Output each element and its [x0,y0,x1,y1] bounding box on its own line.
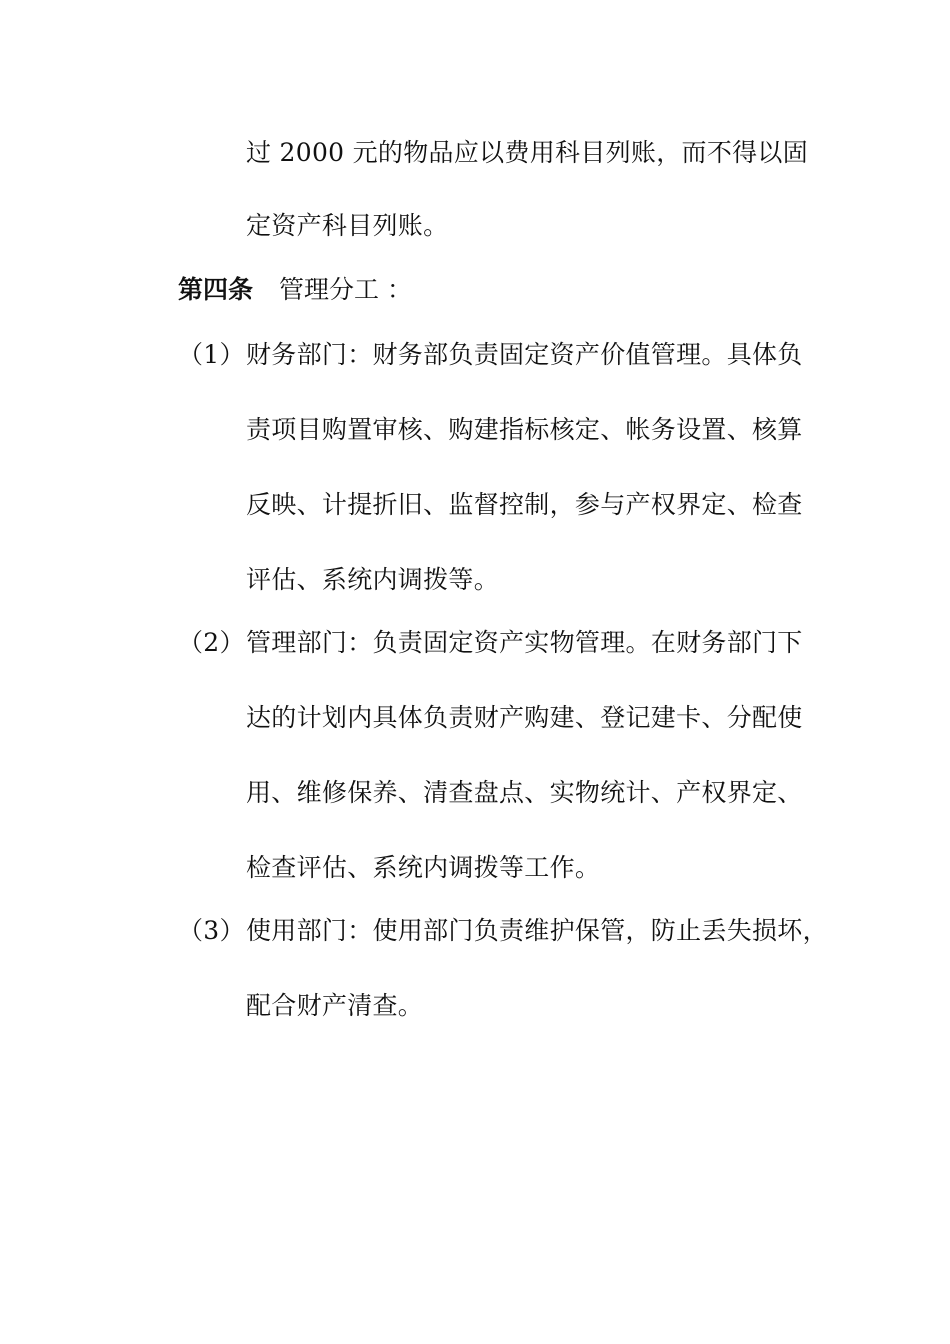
item-3-marker: （3） [178,916,245,945]
item-2-line-3: 用、维修保养、清查盘点、实物统计、产权界定、 [246,778,803,807]
item-1-marker: （1） [178,340,245,369]
item-3-line-1: 使用部门：使用部门负责维护保管，防止丢失损坏， [246,916,828,945]
item-1-line-1: 财务部门：财务部负责固定资产价值管理。具体负 [246,340,803,369]
article-title: 管理分工 ： [279,275,412,304]
item-1-line-3: 反映、计提折旧、监督控制，参与产权界定、检查 [246,490,803,519]
item-1-line-2: 责项目购置审核、购建指标核定、帐务设置、核算 [246,415,803,444]
item-3-line-2: 配合财产清查。 [246,991,424,1020]
item-2-line-2: 达的计划内具体负责财产购建、登记建卡、分配使 [246,703,803,732]
item-2-marker: （2） [178,628,245,657]
intro-line-2: 定资产科目列账。 [246,211,449,240]
item-2-line-1: 管理部门：负责固定资产实物管理。在财务部门下 [246,628,803,657]
article-label: 第四条 [178,275,254,304]
intro-line-1: 过 2000 元的物品应以费用科目列账，而不得以固 [246,138,809,167]
item-1-line-4: 评估、系统内调拨等。 [246,565,500,594]
item-2-line-4: 检查评估、系统内调拨等工作。 [246,853,601,882]
